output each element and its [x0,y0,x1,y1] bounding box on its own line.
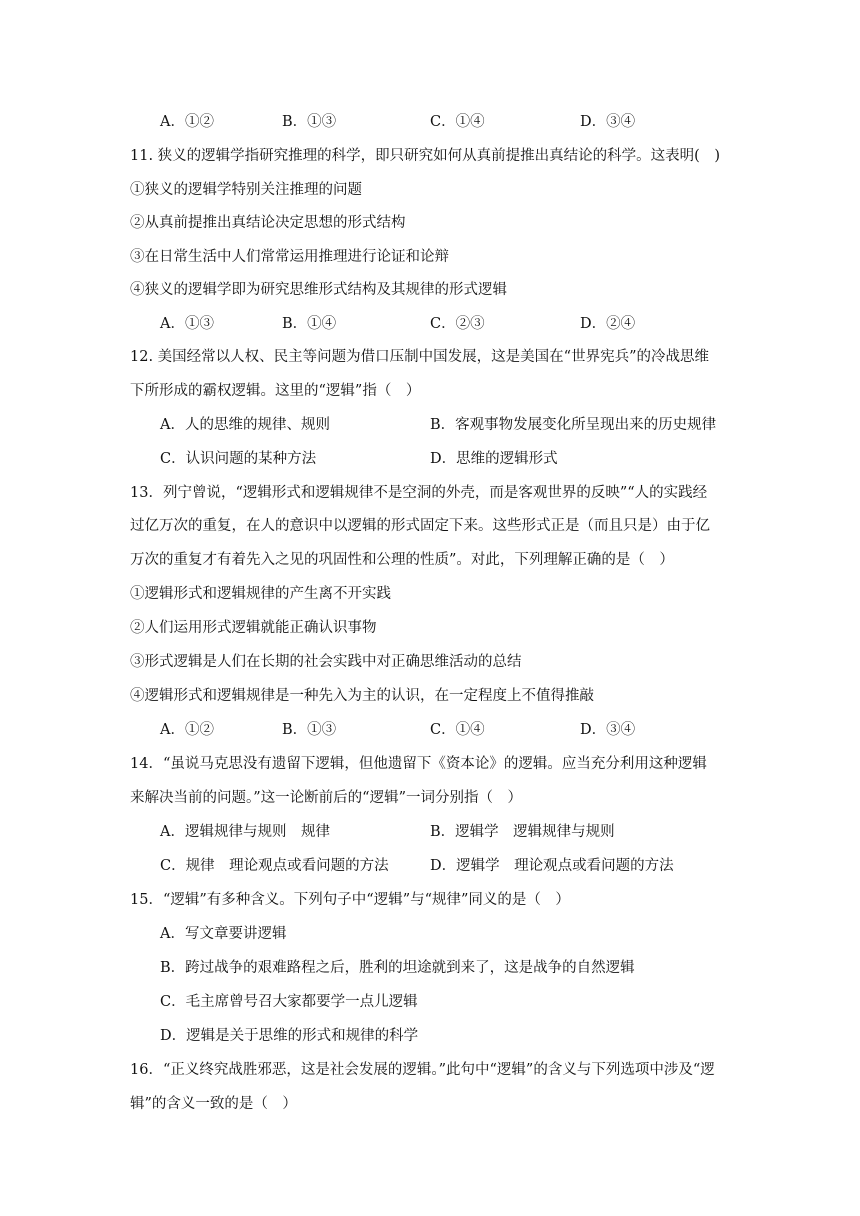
q15-option-b: B．跨过战争的艰难路程之后，胜利的坦途就到来了，这是战争的自然逻辑 [160,960,635,976]
q11-item-4: ④狭义的逻辑学即为研究思维形式结构及其规律的形式逻辑 [130,282,507,298]
q12-option-a: A．人的思维的规律、规则 [160,417,330,433]
q13-option-d: D．③④ [580,722,636,738]
q14-option-d: D．逻辑学 理论观点或看问题的方法 [430,858,674,874]
q15-option-d: D．逻辑是关于思维的形式和规律的科学 [160,1028,419,1044]
q14-stem-line-1: 14．“虽说马克思没有遗留下逻辑，但他遗留下《资本论》的逻辑。应当充分利用这种逻辑 [130,756,707,772]
q15-stem: 15．“逻辑”有多种含义。下列句子中“逻辑”与“规律”同义的是（ ） [130,892,570,908]
q12-stem-line-1: 12. 美国经常以人权、民主等问题为借口压制中国发展，这是美国在“世界宪兵”的冷战思维 [130,349,709,365]
q10-option-d: D．③④ [580,114,636,130]
q13-option-a: A．①② [160,722,214,738]
q16-stem-line-1: 16．“正义终究战胜邪恶，这是社会发展的逻辑。”此句中“逻辑”的含义与下列选项中涉及“逻 [130,1062,715,1078]
q11-option-a: A．①③ [160,316,214,332]
q14-stem-line-2: 来解决当前的问题。”这一论断前后的“逻辑”一词分别指（ ） [130,790,522,806]
q11-item-2: ②从真前提推出真结论决定思想的形式结构 [130,215,406,231]
q12-option-d: D．思维的逻辑形式 [430,451,558,467]
q12-stem-line-2: 下所形成的霸权逻辑。这里的“逻辑”指（ ） [130,383,421,399]
q11-option-d: D．②④ [580,316,636,332]
q13-option-c: C．①④ [430,722,485,738]
q11-option-b: B．①④ [282,316,337,332]
q13-option-b: B．①③ [282,722,337,738]
q14-option-b: B．逻辑学 逻辑规律与规则 [430,824,615,840]
q13-stem-line-3: 万次的重复才有着先入之见的巩固性和公理的性质”。对此，下列理解正确的是（ ） [130,552,674,568]
q13-item-1: ①逻辑形式和逻辑规律的产生离不开实践 [130,586,391,602]
q13-item-4: ④逻辑形式和逻辑规律是一种先入为主的认识，在一定程度上不值得推敲 [130,688,594,704]
q14-option-a: A．逻辑规律与规则 规律 [160,824,330,840]
q10-option-c: C．①④ [430,114,485,130]
q13-stem-line-1: 13．列宁曾说，“逻辑形式和逻辑规律不是空洞的外壳，而是客观世界的反映”“人的实践经 [130,485,708,501]
q11-option-c: C．②③ [430,316,485,332]
q12-option-b: B．客观事物发展变化所呈现出来的历史规律 [430,417,717,433]
q10-option-a: A．①② [160,114,214,130]
q10-option-b: B．①③ [282,114,337,130]
q15-option-a: A．写文章要讲逻辑 [160,926,287,942]
q11-item-3: ③在日常生活中人们常常运用推理进行论证和论辩 [130,249,449,265]
q11-item-1: ①狭义的逻辑学特别关注推理的问题 [130,182,362,198]
q13-item-3: ③形式逻辑是人们在长期的社会实践中对正确思维活动的总结 [130,654,522,670]
q11-stem: 11. 狭义的逻辑学指研究推理的科学，即只研究如何从真前提推出真结论的科学。这表明( ) [130,148,720,164]
q16-stem-line-2: 辑”的含义一致的是（ ） [130,1096,297,1112]
q12-option-c: C．认识问题的某种方法 [160,451,317,467]
q13-stem-line-2: 过亿万次的重复，在人的意识中以逻辑的形式固定下来。这些形式正是（而且只是）由于亿 [130,518,710,534]
q13-item-2: ②人们运用形式逻辑就能正确认识事物 [130,620,377,636]
q15-option-c: C．毛主席曾号召大家都要学一点儿逻辑 [160,994,418,1010]
q14-option-c: C．规律 理论观点或看问题的方法 [160,858,389,874]
